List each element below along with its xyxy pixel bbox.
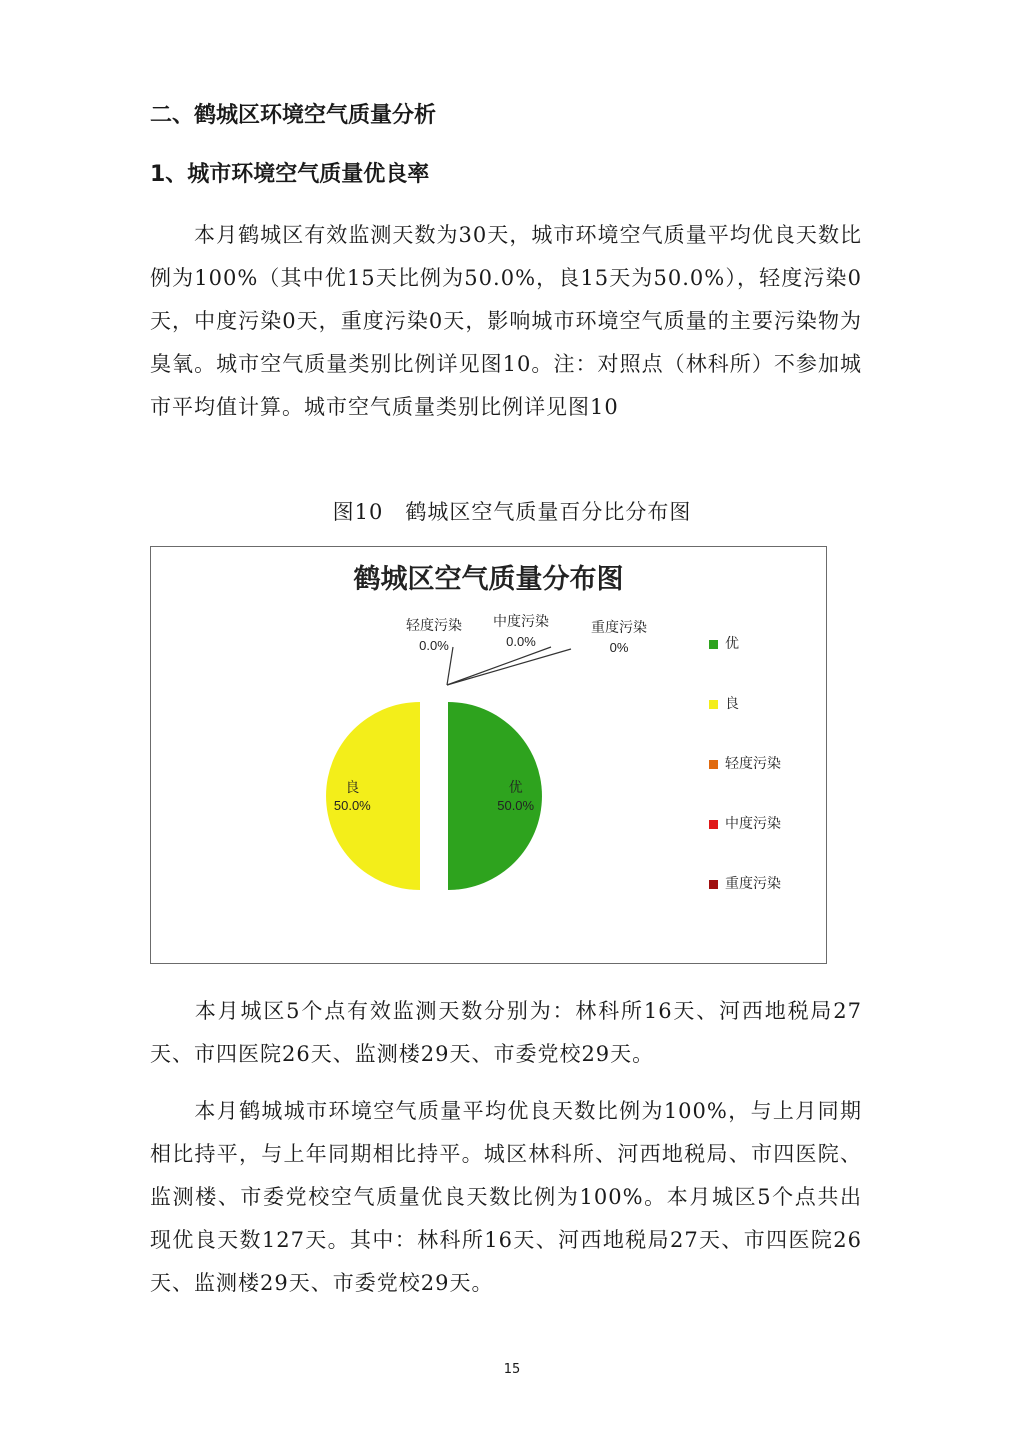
- chart-title: 鹤城区空气质量分布图: [353, 564, 624, 595]
- legend-item-2: [709, 753, 781, 773]
- paragraph-station-days: [150, 990, 862, 1076]
- legend-swatch-1: [709, 700, 718, 709]
- legend-label-1: 良: [725, 696, 739, 712]
- pie-slice-1: [326, 702, 420, 890]
- paragraph-station-days-text: 本月城区5个点有效监测天数分别为：林科所16天、河西地税局27天、市四医院26天、监测楼29天、市委党校29天。: [150, 999, 862, 1066]
- legend-label-0: 优: [725, 636, 739, 652]
- legend-item-0: [709, 633, 739, 653]
- slice-label-value-4: 0%: [609, 640, 629, 655]
- leader-line-4: [447, 649, 571, 685]
- legend-swatch-2: [709, 760, 718, 769]
- legend-item-4: [709, 873, 781, 893]
- slice-label-name-3: 中度污染: [493, 614, 549, 630]
- page-number: 15: [503, 1362, 521, 1377]
- paragraph-summary: [150, 214, 862, 429]
- paragraph-quality-ratio: [150, 1090, 862, 1305]
- slice-label-name-2: 轻度污染: [406, 618, 462, 634]
- figure-caption: 图10 鹤城区空气质量百分比分布图: [332, 500, 692, 524]
- slice-label-value-1: 50.0%: [333, 798, 371, 813]
- legend-item-1: [709, 693, 739, 713]
- legend-label-2: 轻度污染: [725, 756, 781, 772]
- legend-item-3: [709, 813, 781, 833]
- slice-label-name-1: 良: [345, 779, 360, 795]
- slice-label-value-3: 0.0%: [506, 634, 536, 649]
- legend-swatch-4: [709, 880, 718, 889]
- paragraph-quality-ratio-text: 本月鹤城城市环境空气质量平均优良天数比例为100%，与上月同期相比持平，与上年同期相比持平。城区林科所、河西地税局、市四医院、监测楼、市委党校空气质量优良天数比例为100%。本月城区5个点共出现优良天数127天。其中：林科所16天、河西地税局27天、市四医院26天、监测楼29天、市委党校29天。: [150, 1099, 862, 1295]
- slice-label-value-2: 0.0%: [419, 638, 449, 653]
- legend-swatch-3: [709, 820, 718, 829]
- pie-slice-0: [448, 702, 542, 890]
- subsection-heading: 1、城市环境空气质量优良率: [150, 162, 430, 187]
- section-heading: 二、鹤城区环境空气质量分析: [150, 103, 437, 128]
- legend-label-4: 重度污染: [725, 876, 781, 892]
- leader-line-3: [447, 647, 551, 685]
- slice-label-name-0: 优: [508, 779, 523, 795]
- legend-swatch-0: [709, 640, 718, 649]
- slice-label-value-0: 50.0%: [497, 798, 535, 813]
- pie-chart: [150, 546, 827, 964]
- paragraph-summary-text: 本月鹤城区有效监测天数为30天，城市环境空气质量平均优良天数比例为100%（其中优15天比例为50.0%，良15天为50.0%），轻度污染0天，中度污染0天，重度污染0天，影响城市环境空气质量的主要污染物为臭氧。城市空气质量类别比例详见图10。注：对照点（林科所）不参加城市平均值计算。城市空气质量类别比例详见图10: [150, 223, 862, 419]
- slice-label-name-4: 重度污染: [591, 620, 647, 636]
- legend-label-3: 中度污染: [725, 816, 781, 832]
